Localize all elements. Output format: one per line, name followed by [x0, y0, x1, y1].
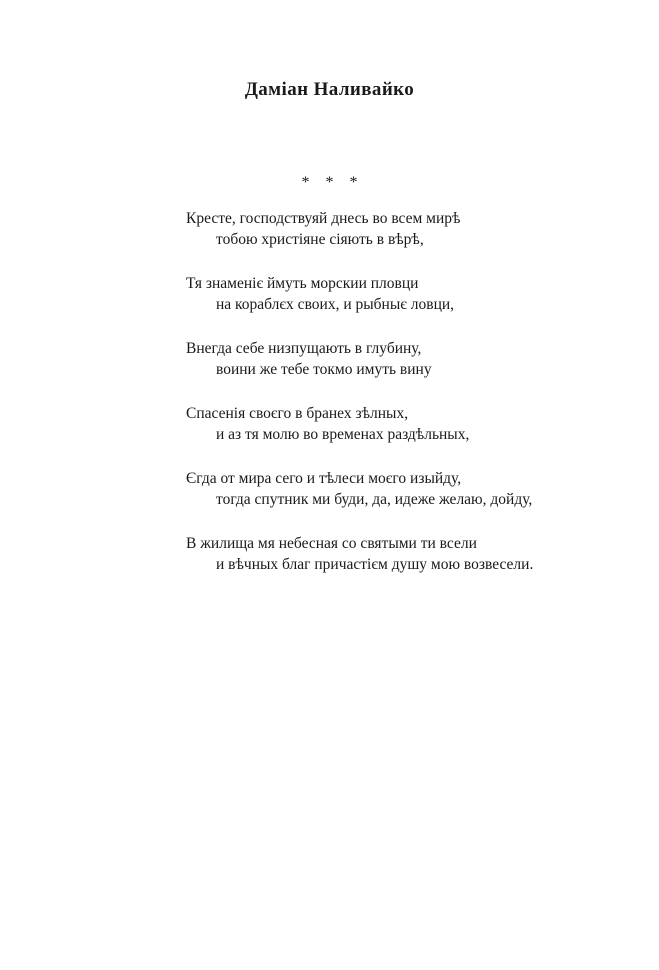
poem-line: Внегда себе низпущають в глубину,	[186, 340, 422, 357]
poem-line-indented: тобою христіяне сіяють в вѣрѣ,	[216, 231, 424, 248]
poem-line: Єгда от мира сего и тѣлеси моєго изыйду,	[186, 470, 462, 487]
stanza	[186, 338, 626, 380]
stanza	[186, 208, 626, 250]
section-separator: * * *	[301, 174, 364, 191]
poem	[186, 208, 626, 598]
stanza	[186, 403, 626, 445]
stanza	[186, 533, 626, 575]
poem-line-indented: тогда спутник ми буди, да, идеже желаю, дойду,	[216, 491, 533, 508]
poem-line-indented: воини же тебе токмо имуть вину	[216, 361, 432, 378]
poem-line-indented: и вѣчных благ причастієм душу мою возвесели.	[216, 556, 534, 573]
poem-line: В жилища мя небесная со святыми ти всели	[186, 535, 477, 552]
stanza	[186, 273, 626, 315]
poem-line: Кресте, господствуяй днесь во всем мирѣ	[186, 210, 461, 227]
poem-line-indented: на кораблєх своих, и рыбныє ловци,	[216, 296, 455, 313]
poem-line: Спасенія своєго в бранех зѣлных,	[186, 405, 409, 422]
stanza	[186, 468, 626, 510]
poem-line-indented: и аз тя молю во временах раздѣльных,	[216, 426, 470, 443]
poem-line: Тя знаменіє ймуть морскии пловци	[186, 275, 419, 292]
author-heading: Даміан Наливайко	[244, 79, 415, 100]
